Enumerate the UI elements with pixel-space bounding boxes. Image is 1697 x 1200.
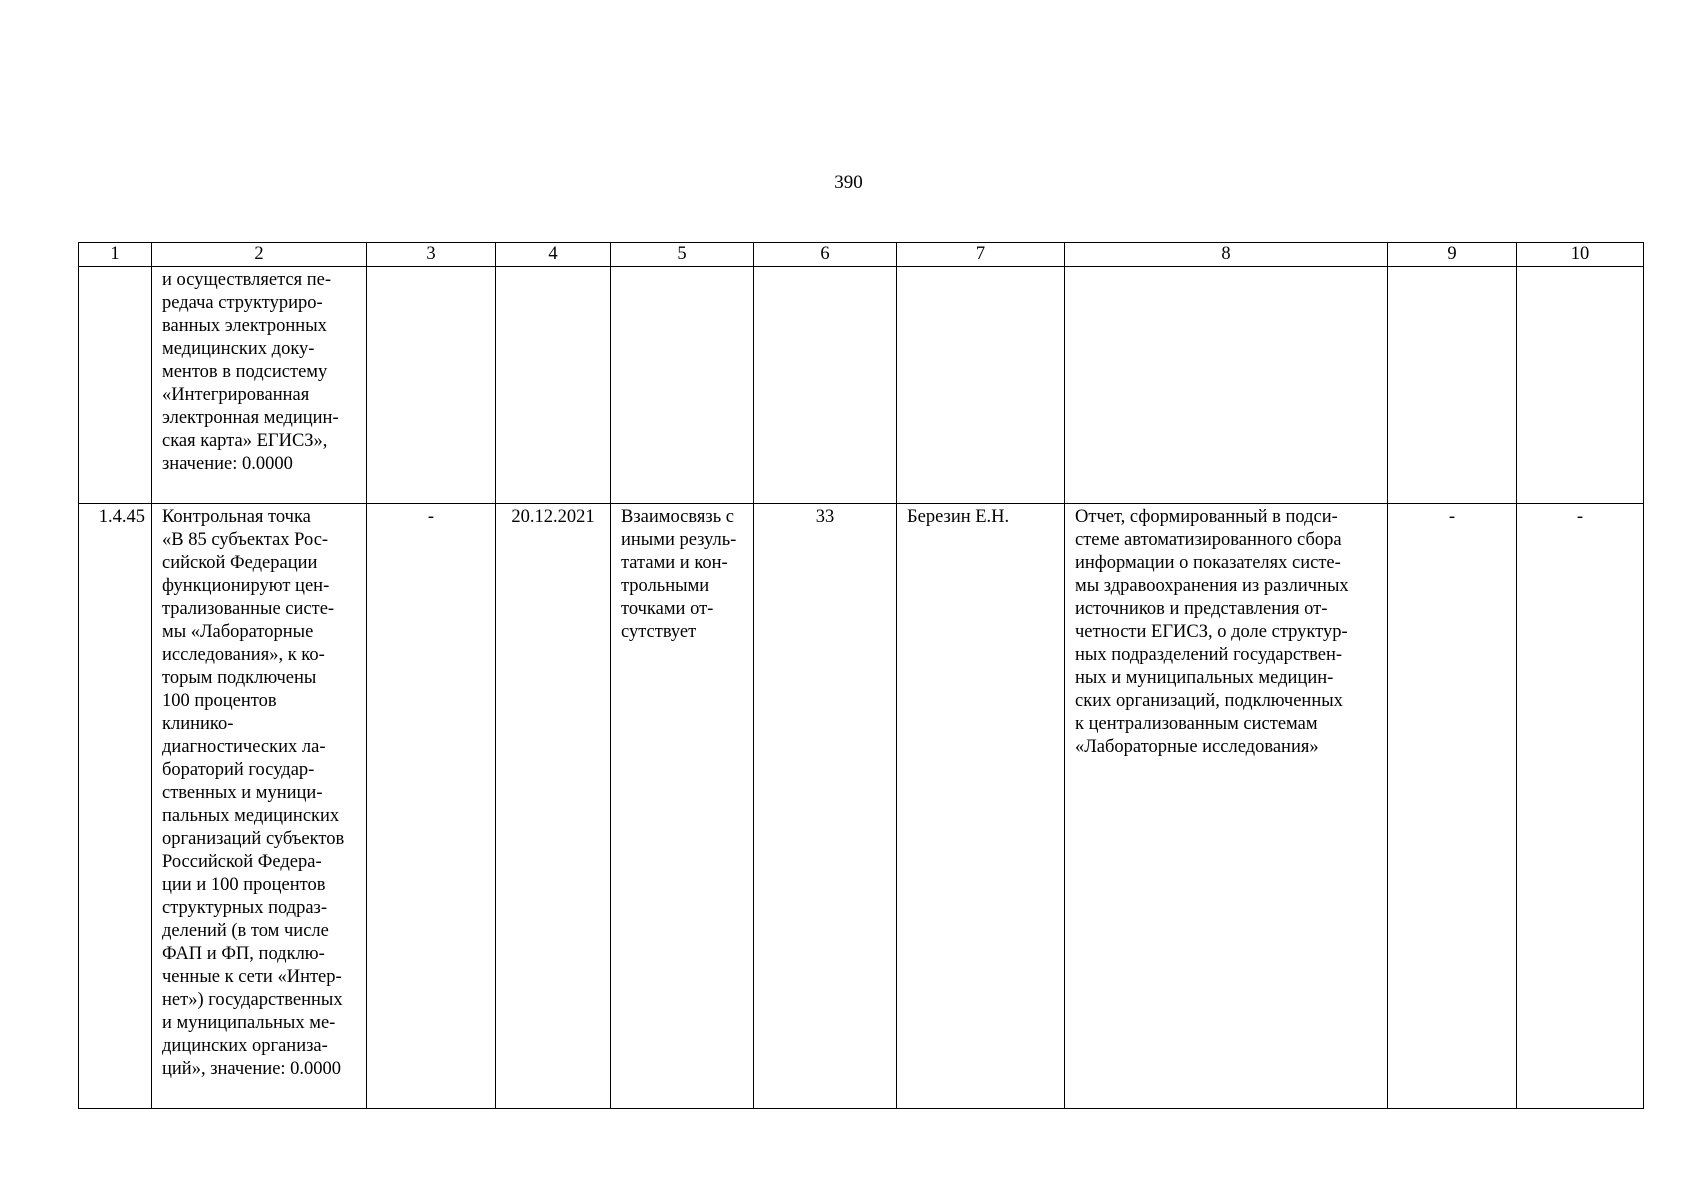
column-header-1: 1 xyxy=(79,243,152,267)
page-number: 390 xyxy=(834,172,863,193)
col6-cell xyxy=(754,267,897,504)
relation-cell xyxy=(611,267,754,504)
responsible-cell xyxy=(897,267,1065,504)
table-row xyxy=(79,267,1644,504)
description-cell xyxy=(152,267,367,504)
description-cell xyxy=(152,504,367,1109)
col3-value: - xyxy=(427,507,435,527)
col10-cell xyxy=(1517,504,1644,1109)
col6-value: 33 xyxy=(815,507,835,527)
control-points-table xyxy=(78,242,1644,1109)
column-header-7: 7 xyxy=(897,243,1065,267)
relation-cell xyxy=(611,504,754,1109)
col3-cell xyxy=(367,267,496,504)
column-header-8: 8 xyxy=(1065,243,1388,267)
header-row xyxy=(79,243,1644,267)
description-text: и осуществляется пе- редача структуриро- ванных электронных медицинских доку- ментов в подсистему «Интегрированная электронная медицин- ская карта» ЕГИСЗ», значение: 0.0000 xyxy=(162,270,339,474)
column-header-2: 2 xyxy=(152,243,367,267)
date-cell xyxy=(496,267,611,504)
relation-text: Взаимосвязь с иными резуль- татами и кон- трольными точками от- сутствует xyxy=(621,507,737,642)
col9-cell xyxy=(1388,267,1517,504)
document-cell xyxy=(1065,267,1388,504)
row-number-cell xyxy=(79,267,152,504)
column-header-3: 3 xyxy=(367,243,496,267)
date-cell xyxy=(496,504,611,1109)
col9-cell xyxy=(1388,504,1517,1109)
column-header-10: 10 xyxy=(1517,243,1644,267)
responsible-cell xyxy=(897,504,1065,1109)
description-text: Контрольная точка «В 85 субъектах Рос- сийской Федерации функционируют цен- трализованные систе- мы «Лабораторные исследования», к ко- торым подключены 100 процентов клинико- диагностических ла- бораторий государ- ственных и муници- пальных медицинских организаций субъектов Российской Федера- ции и 100 процентов структурных подраз- делений (в том числе ФАП и ФП, подклю- ченные к сети «Интер- нет») государственных и муниципальных ме- дицинских организа- ций», значение: 0.0000 xyxy=(162,507,345,1079)
document-text: Отчет, сформированный в подси- стеме автоматизированного сбора информации о показателях систе- мы здравоохранения из различных источников и представления от- четности ЕГИСЗ, о доле структур- ных подразделений государствен- ных и муниципальных медицин- ских организаций, подключенных к централизованным системам «Лабораторные исследования» xyxy=(1075,507,1349,757)
column-header-6: 6 xyxy=(754,243,897,267)
col9-value: - xyxy=(1448,507,1456,527)
col3-cell xyxy=(367,504,496,1109)
column-header-9: 9 xyxy=(1388,243,1517,267)
column-header-4: 4 xyxy=(496,243,611,267)
table-row xyxy=(79,504,1644,1109)
column-header-5: 5 xyxy=(611,243,754,267)
date-value: 20.12.2021 xyxy=(511,507,595,527)
row-number-cell xyxy=(79,504,152,1109)
row-number: 1.4.45 xyxy=(98,507,145,527)
document-cell xyxy=(1065,504,1388,1109)
col10-value: - xyxy=(1576,507,1584,527)
responsible-name: Березин Е.Н. xyxy=(907,507,1010,527)
col10-cell xyxy=(1517,267,1644,504)
col6-cell xyxy=(754,504,897,1109)
